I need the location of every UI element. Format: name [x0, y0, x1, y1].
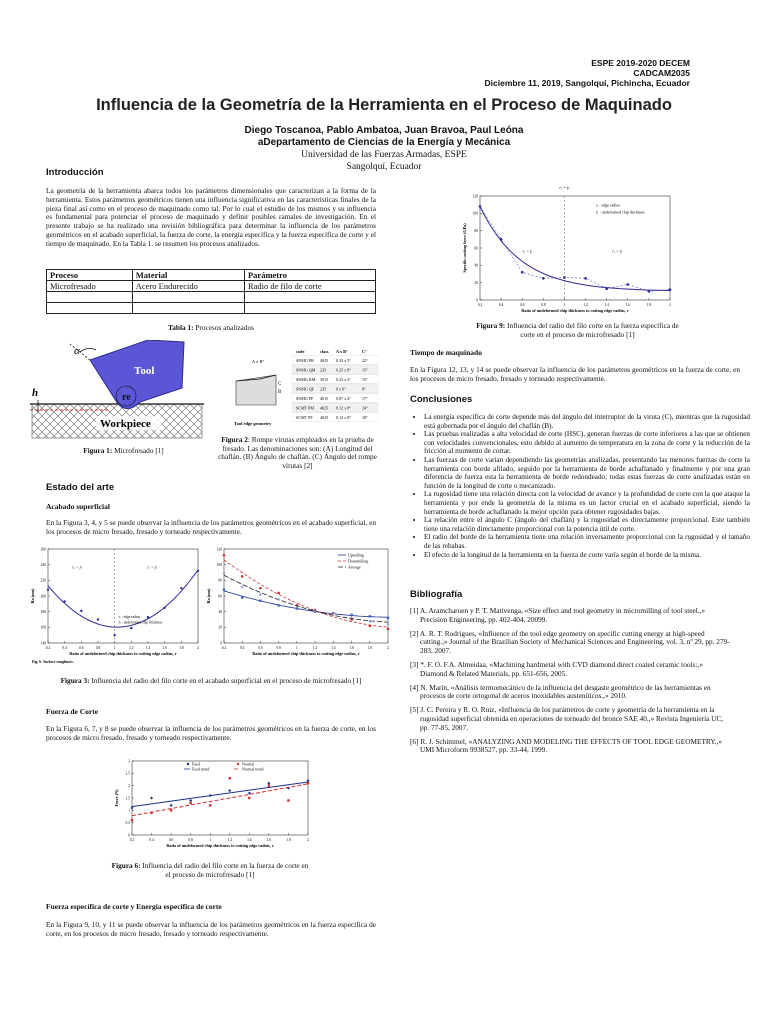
x-tick-label: 0.6	[168, 838, 174, 842]
data-point	[170, 804, 173, 807]
caption-text: : Rompe virutas empleados en la prueba de fresado. Las denominaciones son: (A) Longitud del chaflán. (B) Ángulo de chaflán. (C) Ángulo del rompe virutas [2]	[218, 435, 377, 470]
data-point	[130, 627, 132, 629]
data-point	[584, 277, 587, 280]
conclusiones-heading: Conclusiones	[410, 394, 473, 405]
data-point	[277, 592, 280, 595]
fig2-table-cell: 15°	[362, 377, 368, 382]
svg-text:B: B	[278, 390, 282, 395]
x-tick-label: 1.8	[286, 838, 291, 842]
data-point	[189, 802, 191, 804]
legend-text: rₑ : edge radius	[118, 614, 141, 619]
data-point	[170, 809, 172, 811]
data-point	[241, 596, 243, 598]
x-tick-label: 0.2	[477, 303, 483, 307]
series-trend	[224, 591, 388, 617]
city: Sangolquí, Ecuador	[346, 162, 422, 172]
plot-frame	[48, 549, 198, 643]
table-cell	[244, 292, 375, 303]
fig2-table-cell: 24°	[362, 405, 368, 411]
legend-label: Feed	[192, 761, 200, 767]
list-item: • El efecto de la longitud de la herramienta en la fuerza de corte varía según el borde de la misma.	[424, 551, 750, 560]
data-point	[228, 789, 231, 792]
x-tick-label: 1.8	[646, 303, 652, 307]
x-tick-label: 0.4	[62, 646, 67, 650]
y-tick-label: 80	[218, 578, 222, 583]
y-tick-label: 0.5	[125, 820, 130, 825]
caption-label: Figura 1:	[83, 446, 113, 455]
data-point	[350, 614, 352, 616]
data-point	[307, 782, 309, 784]
x-tick-label: 0.6	[258, 646, 263, 650]
list-item: • La energía específica de corte depende más del ángulo del interruptor de la viruta (C), mientras que la rugosidad está gobernada por el ángulo del chaflán (B).	[424, 413, 750, 430]
fuerza-heading: Fuerza de Corte	[46, 707, 99, 716]
header-line: Diciembre 11, 2019, Sangolquí, Pichincha, Ecuador	[484, 78, 690, 88]
x-tick-label: 0.4	[498, 303, 504, 307]
data-point	[259, 587, 262, 590]
data-point	[605, 287, 608, 290]
fig2-table-cell: 4025	[320, 405, 329, 411]
reference-item: [2] A. R. T. Rodrigues, «Influence of the tool edge geometry on specific cutting energy at high-speed cutting.,» Journal of the Brazilian Society of Mechanical Sciences and Engineering, vol. 3, nº 29, pp. 279-283, 2007.	[410, 628, 730, 656]
intro-text: La geometría de la herramienta abarca todos los parámetros dimensionales que caracterizan a la forma de la herramienta. Estos parámetros geométricos tienen una influencia significativa en las características finales de la pieza final así como en el proceso de maquinado como tal. Por lo cual el estudio de los mismos y su influencia es fundamental para potenciar el proceso de maquinado y definir posibles ramales de investigación. En el presente trabajo se ha realizado una revisión bibliográfica para determinar la influencia de los parámetros geométricos en el acabado superficial, la fuerza de corte, la energía específica y la fuerza específica de corte y el tiempo de maquinado. En la Tabla 1. se resumen los procesos analizados.	[46, 186, 376, 248]
legend-text: fₜ : undeformed chip thickness	[118, 620, 163, 625]
caption-text: Influencia del radio del filo corte en el acabado superficial en el proceso de microfresado [1]	[89, 676, 362, 685]
energia-text: En la Figura 9, 10, y 11 se puede observar la influencia de los parámetros geométricos en la fuerza específica de corte, en los procesos de micro fresado, fresado y torneado respectivamente.	[46, 920, 376, 938]
data-point	[387, 617, 389, 619]
y-tick-label: 1	[128, 808, 130, 813]
fig2-table-cell: 0.12 x 8°	[336, 415, 351, 420]
fig2-table-cell: 17°	[362, 396, 368, 401]
x-tick-label: 0.2	[221, 646, 227, 650]
fig2-table-header: C°	[362, 349, 367, 354]
legend-label: Normal trend	[242, 766, 264, 772]
table-header-cell: Parámetro	[244, 270, 375, 281]
data-point	[259, 593, 262, 596]
trend-line	[480, 206, 670, 290]
conference-header	[485, 58, 691, 88]
x-tick-label: 1	[113, 646, 116, 650]
x-tick-label: 1.4	[604, 303, 609, 307]
y-tick-label: 120	[472, 194, 478, 199]
x-tick-label: 0.4	[149, 838, 154, 842]
fig2-table-cell: SCMT PM	[296, 405, 315, 411]
fig3-caption	[46, 677, 376, 686]
caption-label: Figura 6:	[111, 861, 141, 870]
fig2-table-cell: 0.25 x 8°	[336, 367, 351, 373]
trend-line	[132, 784, 308, 816]
department: aDepartamento de Ciencias de la Energía y Mecánica	[257, 137, 511, 148]
tool-label: Tool	[134, 365, 155, 377]
roughness-chart	[30, 543, 205, 668]
energia-heading: Fuerza específica de corte y Energía específica de corte	[46, 902, 222, 911]
fig2-table	[292, 349, 378, 422]
y-tick-label: 260	[40, 547, 46, 552]
y-tick-label: 120	[216, 547, 222, 552]
fig9-caption	[470, 322, 685, 339]
y-tick-label: 1.5	[125, 796, 130, 801]
data-point	[669, 288, 672, 291]
x-tick-label: 0.4	[239, 646, 245, 650]
x-tick-label: 1.4	[145, 646, 151, 650]
y-axis-label: Specific cutting force (GPa)	[462, 223, 467, 273]
caption-label: Figura 2	[221, 435, 248, 444]
table1-caption	[46, 324, 376, 333]
y-tick-label: 20	[218, 625, 222, 630]
fig1-micromilling-diagram	[30, 340, 205, 440]
plot-frame	[132, 761, 308, 835]
x-tick-label: 0.8	[95, 646, 101, 650]
table-header-cell: Proceso	[47, 270, 133, 281]
caption-label: Tabla 1:	[168, 323, 194, 332]
authors-block	[0, 125, 768, 173]
fig2-table-cell: 4015	[320, 396, 329, 401]
x-axis-label: Ratio of undeformed chip thickness to cutting edge radius, r	[252, 651, 360, 656]
caption-text: Influencia del radio del filo corte en la fuerza de corte en el proceso de microfresado [1]	[140, 861, 309, 879]
data-point	[197, 570, 199, 572]
fig2-table-cell: 0.12 x 8°	[336, 405, 351, 411]
fig2-table-cell: SNMG QF	[296, 386, 315, 392]
table-row	[47, 281, 376, 292]
list-item: • La relación entre el ángulo C (ángulo del chaflán) y la rugosidad es directamente proporcional. Este también tiene una relación directamente proporcional con la potencia útil de corte.	[424, 516, 750, 533]
fig2-table-cell: 4025	[320, 358, 329, 363]
fig2-caption	[215, 436, 380, 470]
fig2-table-header: class	[320, 349, 329, 354]
fig2-table-cell: SNMG KM	[296, 377, 316, 382]
x-tick-label: 1.8	[179, 646, 184, 650]
acabado-heading: Acabado superficial	[46, 502, 110, 511]
fig2-table-cell: 235	[320, 386, 327, 392]
data-point	[542, 277, 545, 280]
x-axis-label: Ratio of undeformed chip thickness to cutting edge radius, r	[166, 843, 274, 848]
alpha-label: α	[74, 345, 80, 357]
x-tick-label: 1.2	[129, 646, 134, 650]
x-tick-label: 0.8	[188, 838, 193, 842]
x-tick-label: 1.2	[312, 646, 318, 650]
y-tick-label: 0	[220, 641, 222, 646]
table-row	[47, 303, 376, 314]
university: Universidad de las Fuerzas Armadas, ESPE	[301, 150, 467, 160]
reference-item: [4] N. Marín, «Análisis termomecánico de la influencia del desgaste geométrico de las herramientas en procesos de corte ortogonal de aceros inoxidables austeníticos.,» 2010.	[410, 682, 711, 701]
data-point	[223, 571, 226, 574]
h-label: h	[32, 387, 39, 399]
legend-label: Upmilling	[348, 553, 364, 558]
y-tick-label: 100	[216, 562, 222, 567]
intro-heading: Introducción	[46, 167, 104, 178]
table-cell	[47, 303, 133, 314]
fig2-table-cell: 22°	[362, 358, 368, 363]
data-point	[241, 575, 244, 578]
x-tick-label: 1.6	[266, 838, 272, 842]
data-point	[97, 618, 99, 620]
tool-edge-label: Tool edge geometry	[234, 421, 272, 426]
y-tick-label: 60	[474, 246, 478, 251]
data-point	[521, 271, 524, 274]
series-trend	[224, 560, 388, 627]
process-table	[46, 269, 376, 314]
table-header-cell: Material	[132, 270, 244, 281]
x-tick-label: 1.6	[625, 303, 631, 307]
data-point	[163, 607, 165, 609]
y-axis-label: Force (N)	[114, 789, 119, 807]
legend-marker	[237, 763, 239, 765]
fig2-table-cell: 235	[320, 367, 327, 373]
caption-text: Procesos analizados	[193, 323, 254, 332]
x-tick-label: 0.2	[45, 646, 51, 650]
x-tick-label: 2	[307, 838, 309, 842]
y-tick-label: 180	[40, 609, 46, 614]
data-point	[387, 628, 390, 631]
y-axis-label: Ra (nm)	[30, 588, 35, 604]
table-cell	[132, 303, 244, 314]
legend-text: rₑ : edge radius	[596, 202, 620, 208]
tiempo-heading: Tiempo de maquinado	[410, 348, 482, 357]
list-item: • Las fuerzas de corte varían dependiendo las geometrías analizadas, presentando las menores fuerzas de corte la herramienta con borde afilado, seguido por la herramienta de borde achaflanado y finalmente y por una gran diferencia de fuerza esta la herramienta de borde redondeado; todas estas fuerzas de corte analizadas están en función de la longitud de corte o mecanizado.	[424, 456, 750, 490]
force-chart	[110, 755, 315, 857]
table-cell: Microfresado	[47, 281, 133, 292]
x-tick-label: 0.6	[79, 646, 84, 650]
table-cell	[244, 303, 375, 314]
y-tick-label: 40	[474, 263, 478, 268]
fig2-table-cell: SNMG QM	[296, 367, 316, 373]
fig2-table-cell: SCMT PF	[296, 415, 313, 420]
table-cell	[47, 292, 133, 303]
data-point	[189, 799, 192, 802]
reference-item: [6] R. J. Schimmel, «ANALYZING AND MODELING THE EFFECTS OF TOOL EDGE GEOMETRY.,» UMI Microform 9938527, pp. 33-44, 1999.	[410, 736, 723, 755]
legend-marker	[187, 763, 189, 765]
y-tick-label: 40	[218, 609, 222, 614]
workpiece-label: Workpiece	[100, 418, 151, 430]
fig2-table-cell: SNMG PF	[296, 396, 314, 401]
y-tick-label: 0	[476, 298, 478, 303]
list-item: • El radio del borde de la herramienta tiene una relación inversamente proporcional con la rugosidad y el tamaño de las rebabas.	[424, 533, 750, 550]
reference-item: [3] *. F. O. F.A. Almeidaa, «Machining hardmetal with CVD diamond direct coated ceramic tools:,» Diamond & Related Materials, pp. 651-656, 2005.	[410, 659, 703, 678]
legend-label: Feed trend	[192, 766, 209, 772]
bibliografia-heading: Bibliografía	[410, 589, 463, 600]
data-point	[80, 610, 82, 612]
caption-text: Influencia del radio del filo corte en la fuerza específica de corte en el proceso de microfresado [1]	[505, 321, 679, 339]
data-point	[223, 589, 225, 591]
conclusiones-list	[414, 413, 750, 559]
y-axis-label: Ra (nm)	[206, 588, 211, 604]
roughness-milling-chart	[200, 543, 395, 668]
table-cell: Acero Endurecido	[132, 281, 244, 292]
data-point	[267, 782, 270, 785]
y-tick-label: 3	[128, 759, 130, 764]
data-point	[368, 624, 371, 627]
fig2-table-cell: SNMG PR	[296, 358, 314, 363]
data-point	[259, 600, 261, 602]
fig1-caption	[46, 447, 201, 456]
data-point	[131, 819, 133, 821]
x-tick-label: 2	[197, 646, 199, 650]
data-point	[268, 784, 270, 786]
x-tick-label: 1.2	[583, 303, 588, 307]
region-label: rₑ > fₜ	[72, 564, 82, 570]
data-point	[248, 797, 250, 799]
y-tick-label: 160	[40, 625, 46, 630]
data-point	[47, 589, 49, 591]
re-label: re	[122, 392, 131, 403]
references-list	[410, 607, 730, 760]
data-point	[63, 600, 65, 602]
x-tick-label: 0.8	[276, 646, 281, 650]
y-tick-label: 2.5	[125, 771, 130, 776]
y-tick-label: 100	[472, 211, 478, 216]
poster-title: Influencia de la Geometría de la Herramienta en el Proceso de Maquinado	[96, 96, 672, 114]
estado-heading: Estado del arte	[46, 482, 115, 493]
region-label: rₑ < fₜ	[612, 248, 623, 254]
data-point	[209, 804, 211, 806]
fig2-table-header: A x B°	[336, 349, 348, 354]
fig2-table-cell: 0.23 x 2°	[336, 377, 351, 382]
x-tick-label: 1.8	[367, 646, 373, 650]
fig2-table-cell: 0.07 x 4°	[336, 396, 351, 401]
acabado-text: En la Figura 3, 4, y 5 se puede observar la influencia de los parámetros geométricos en el acabado superficial, en los procesos de micro fresado, fresado y torneado respectivamente.	[46, 518, 376, 536]
x-tick-label: 0.2	[129, 838, 135, 842]
x-tick-label: 1	[209, 838, 212, 842]
region-label: rₑ < fₜ	[147, 564, 157, 570]
x-tick-label: 1.6	[162, 646, 167, 650]
y-tick-label: 80	[474, 228, 478, 233]
x-tick-label: 2	[669, 303, 671, 307]
data-point	[241, 585, 244, 588]
header-line: CADCAM2035	[633, 68, 690, 78]
fig2-table-cell: 18°	[362, 415, 368, 420]
data-point	[648, 290, 651, 293]
x-tick-label: 0.8	[541, 303, 546, 307]
y-tick-label: 2	[128, 783, 130, 788]
table-cell: Radio de filo de corte	[244, 281, 375, 292]
trend-line	[132, 782, 308, 807]
data-point	[150, 797, 153, 800]
y-tick-label: 20	[474, 280, 478, 285]
x-tick-label: 1	[295, 646, 298, 650]
legend-label: Downmilling	[348, 559, 369, 564]
tiempo-text: En la Figura 12, 13, y 14 se puede observar la influencia de los parámetros geométricos en la fuerza de corte, en los procesos de micro fresado, fresado y torneado respectivamente.	[410, 365, 740, 383]
x-axis-label: Ratio of undeformed chip thickness to cutting edge radius, r	[69, 651, 177, 656]
data-point	[209, 794, 212, 797]
caption-label: Figura 3:	[60, 676, 90, 685]
data-point	[147, 616, 149, 618]
fig2-table-cell: 4025	[320, 415, 329, 420]
inner-figure-caption: Fig. 6. Surface roughness.	[32, 660, 74, 664]
list-item: • Las pruebas realizadas a alta velocidad de corte (HSC), generan fuerzas de corte inferiores a las que se obtienen con velocidades convencionales, esto debido al aumento de temperatura en la zona de corte y la reducción de la fricción al momento de cortar.	[424, 430, 750, 456]
fig2-table-cell: 9°	[362, 386, 366, 392]
list-item: • La rugosidad tiene una relación directa con la velocidad de avance y la profundidad de corte con la que ataque la herramienta y por ende la geometría de la misma es un factor crucial en el acabado superficial, siendo la herramienta de borde achaflanado la mejor opción para obtener rugosidades bajas.	[424, 490, 750, 516]
data-point	[223, 554, 226, 557]
reference-item: [5] J. C. Pereira y R. O. Ruiz, «Influencia de los parámetros de corte y geometría de la herramienta en la rugosidad superficial obtenida en operaciones de torneado del bronce SAE 40.,» Revista Ingeniería UC, pp. 77-85, 2007.	[410, 705, 724, 732]
data-point	[500, 238, 503, 241]
author-names: Diego Toscanoa, Pablo Ambatoa, Juan Bravoa, Paul Leóna	[244, 125, 524, 136]
data-point	[113, 634, 115, 636]
x-tick-label: 2	[387, 646, 389, 650]
data-point	[626, 283, 629, 286]
series-trend	[224, 575, 388, 622]
header-line: ESPE 2019-2020 DECEM	[591, 58, 690, 68]
x-axis-label: Ratio of undeformed chip thickness to cutting edge radius, r	[521, 308, 629, 313]
x-tick-label: 1.2	[227, 838, 233, 842]
reference-item: [1] A. Aramcharoen y P. T. Mativenga, «Size effect and tool geometry in micromilling of tool steel.,» Precision Engineering, pp. 402-404, 20099.	[410, 606, 706, 624]
insert-dim-label: A x B°	[252, 359, 265, 364]
x-tick-label: 1.6	[349, 646, 354, 650]
y-tick-label: 140	[40, 641, 46, 646]
x-tick-label: 1.4	[331, 646, 336, 650]
caption-text: Microfresado [1]	[112, 446, 164, 455]
fig2-table-cell: 0.32 x 5°	[336, 358, 351, 363]
y-tick-label: 240	[40, 562, 46, 567]
legend-text: fₜ : undeformed chip thickness	[596, 209, 645, 215]
region-label: rₑ > fₜ	[522, 248, 533, 254]
fig2-table-header: code	[296, 349, 305, 354]
specific-force-chart	[448, 182, 688, 322]
y-tick-label: 220	[40, 578, 46, 583]
legend-label: Average	[348, 565, 361, 570]
data-point	[150, 812, 152, 814]
data-point	[229, 777, 231, 779]
data-point	[563, 276, 566, 279]
x-tick-label: 0.6	[519, 303, 525, 307]
fig2-table-cell: 3015	[320, 377, 329, 382]
data-point	[180, 587, 182, 589]
y-tick-label: 200	[40, 594, 46, 599]
fuerza-text: En la Figura 6, 7, y 8 se puede observar la influencia de los parámetros geométricos en la fuerza de corte, en los procesos de micro fresado, fresado y torneado respectivamente.	[46, 724, 376, 742]
data-point	[287, 799, 289, 801]
table-row	[47, 292, 376, 303]
data-point	[277, 604, 279, 606]
y-tick-label: 60	[218, 594, 222, 599]
data-point	[369, 615, 371, 617]
svg-text:C: C	[278, 382, 282, 387]
fig2-chip-breaker-figure	[230, 345, 380, 433]
y-tick-label: 0	[128, 833, 130, 838]
fig6-caption	[110, 862, 310, 879]
table-header-row	[47, 270, 376, 281]
data-point	[479, 205, 482, 208]
x-tick-label: 1	[563, 303, 566, 307]
legend-label: Normal	[242, 761, 255, 767]
fig2-table-cell: 15°	[362, 367, 368, 373]
table-cell	[132, 292, 244, 303]
threshold-label: rₑ = fₜ	[559, 185, 570, 190]
caption-label: Figura 9:	[476, 321, 506, 330]
data-point	[350, 616, 353, 619]
x-tick-label: 1.4	[247, 838, 252, 842]
fig2-table-cell: 0 x 0°	[336, 386, 346, 392]
